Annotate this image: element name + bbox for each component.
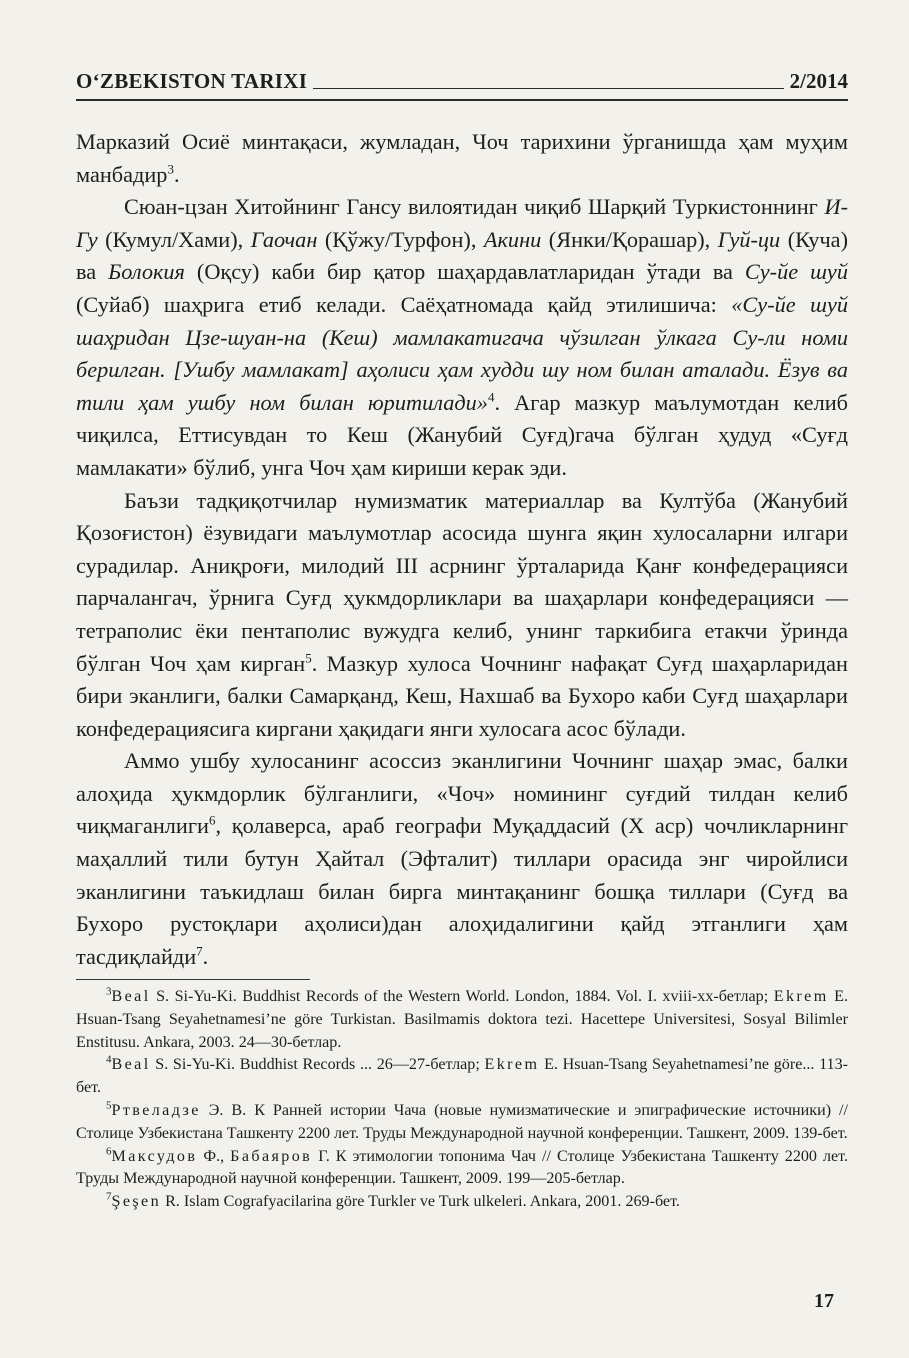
running-header — [76, 64, 848, 94]
footnote-author: Şeşen — [111, 1193, 162, 1211]
footnote-number: 6 — [106, 1145, 112, 1158]
text-run: Аммо ушбу хулосанинг асоссиз эканлигини Чочнинг шаҳар эмас, балки алоҳида ҳукмдорлик бўлганлиги, «Чоч» номининг суғдий тилдан келиб чиқмаганлиги — [76, 748, 848, 839]
footnote-5 — [76, 1100, 848, 1146]
footnote-6 — [76, 1146, 848, 1192]
paragraph-2 — [76, 191, 848, 484]
place-name: Су-йе шуй — [744, 259, 848, 285]
page-number: 17 — [814, 1290, 834, 1312]
footnote-ref: 3 — [167, 161, 174, 177]
issue-number: 2/2014 — [789, 69, 848, 93]
footnotes — [76, 986, 848, 1214]
footnote-author: Максудов — [111, 1147, 198, 1165]
footnote-number: 3 — [106, 985, 112, 998]
text-run: Баъзи тадқиқотчилар нумизматик материаллар ва Култўба (Жанубий Қозоғистон) ёзувидаги маълумотлар асосида шунга яқин хулосаларни илгари сурадилар. Аниқроғи, милодий III асрнинг ўрталарида Қанғ конфедерацияси парчалангач, ўрнига Суғд ҳукмдорликлари ва шаҳарлари конфедерацияси — тетраполис ёки пентаполис вужудга келиб, унинг таркибига етакчи ўринда бўлган Чоч ҳам кирган — [76, 487, 848, 676]
paragraph-4 — [76, 745, 848, 973]
journal-title: O‘ZBEKISTON TARIXI — [76, 69, 308, 93]
footnote-author: Beal — [111, 1056, 151, 1074]
text-run: (Оқсу) каби бир қатор шаҳардавлатларидан ўтади ва — [184, 259, 745, 285]
footnote-text: Ф., — [197, 1147, 231, 1165]
text-run: (Куча) ва — [76, 226, 848, 285]
place-name: Гаочан — [250, 226, 318, 252]
footnote-number: 7 — [106, 1190, 112, 1203]
footnote-ref: 6 — [208, 813, 216, 829]
text-run: (Суйаб) шаҳрига етиб келади. Саёҳатномада қайд этилишича: — [76, 291, 732, 317]
text-run: (Қўжу/Турфон), — [317, 226, 484, 252]
footnote-text: E. Hsuan-Tsang Seyahetnamesi’ne göre... 113-бет. — [76, 1056, 848, 1097]
header-underline — [76, 99, 848, 101]
text-run: . Агар мазкур маълумотдан келиб чиқилса, Еттисувдан то Кеш (Жанубий Суғд)гача бўлган ҳудуд «Суғд мамлакати» бўлиб, унга Чоч ҳам кириши керак эди. — [76, 389, 848, 480]
footnote-number: 4 — [106, 1054, 112, 1067]
footnote-author: Бабаяров — [230, 1147, 313, 1165]
header-rule — [313, 88, 783, 89]
text-run: Сюан-цзан Хитойнинг Гансу вилоятидан чиқиб Шарқий Туркистоннинг — [124, 194, 825, 220]
place-name: И-Гу — [76, 194, 848, 252]
text-run: (Кумул/Хами), — [97, 226, 251, 252]
quotation: «Су-йе шуй шаҳридан Цзе-шуан-на (Кеш) мамлакатигача чўзилган ўлкага Су-ли номи берилган. [Ушбу мамлакат] аҳолиси ҳам худди шу ном билан аталади. Ёзув ва тили ҳам ушбу ном билан юритилади» — [76, 291, 848, 415]
footnote-text: Г. К этимологии топонима Чач // Столице Узбекистана Ташкенту 2200 лет. Труды Международной научной конференции. Ташкент, 2009. 199—205-бетлар. — [76, 1147, 848, 1188]
footnote-ref: 5 — [305, 650, 312, 666]
place-name: Акини — [483, 226, 542, 252]
footnote-7 — [76, 1191, 848, 1214]
footnote-separator — [76, 979, 310, 980]
paragraph-3 — [76, 485, 848, 746]
text-run: . — [173, 161, 180, 187]
footnote-text: Э. В. К Ранней истории Чача (новые нумизматические и эпиграфические источники) // Столице Узбекистана Ташкенту 2200 лет. Труды Международной научной конференции. Ташкент, 2009. 139-бет. — [76, 1101, 848, 1142]
footnote-author: Beal — [111, 988, 151, 1005]
footnote-ref: 7 — [196, 943, 203, 959]
footnote-text: S. Si-Yu-Ki. Buddhist Records ... 26—27-бетлар; — [150, 1056, 485, 1074]
paragraph-1 — [76, 126, 848, 191]
footnote-text: S. Si-Yu-Ki. Buddhist Records of the Western World. London, 1884. Vol. I. xviii-xx-бетлар; — [150, 988, 774, 1005]
text-run: . Мазкур хулоса Чочнинг нафақат Суғд шаҳарларидан бири эканлиги, балки Самарқанд, Кеш, Нахшаб ва Бухоро каби Суғд шаҳарлари конфедерациясига киргани ҳақидаги янги хулосага асос бўлади. — [76, 650, 848, 741]
text-run: , қолаверса, араб географи Муқаддасий (X аср) чочликларнинг маҳаллий тили бутун Ҳайтал (Эфталит) тиллари орасида энг чиройлиси эканлигини таъкидлаш билан бирга минтақанинг бошқа тиллари (Суғд ва Бухоро рустоқлари аҳолиси)дан алоҳидалигини қайд этганлиги ҳам тасдиқлайди — [76, 813, 848, 969]
footnote-ref: 4 — [487, 389, 495, 405]
text-run: (Янки/Қорашар), — [541, 226, 718, 252]
footnote-author: Ekrem — [484, 1056, 540, 1074]
footnote-text: E. Hsuan-Tsang Seyahetnamesi’ne göre Turkistan. Basilmamis doktora tezi. Hacettepe Universitesi, Sosyal Bilimler Enstitusu. Ankara, 2003. 24—30-бетлар. — [76, 988, 848, 1051]
footnote-3 — [76, 986, 848, 1054]
place-name: Гуй-цu — [717, 226, 781, 252]
footnote-4 — [76, 1054, 848, 1100]
text-run: Марказий Осиё минтақаси, жумладан, Чоч тарихини ўрганишда ҳам муҳим манбадир — [76, 129, 848, 187]
text-run: . — [202, 943, 209, 969]
footnote-author: Ekrem — [773, 988, 829, 1005]
footnote-text: R. Islam Cografyacilarina göre Turkler ve Turk ulkeleri. Ankara, 2001. 269-бет. — [161, 1193, 680, 1211]
footnote-number: 5 — [106, 1099, 112, 1112]
footnote-author: Ртвеладзе — [111, 1101, 201, 1119]
main-text — [76, 126, 848, 973]
place-name: Болокия — [108, 259, 185, 285]
